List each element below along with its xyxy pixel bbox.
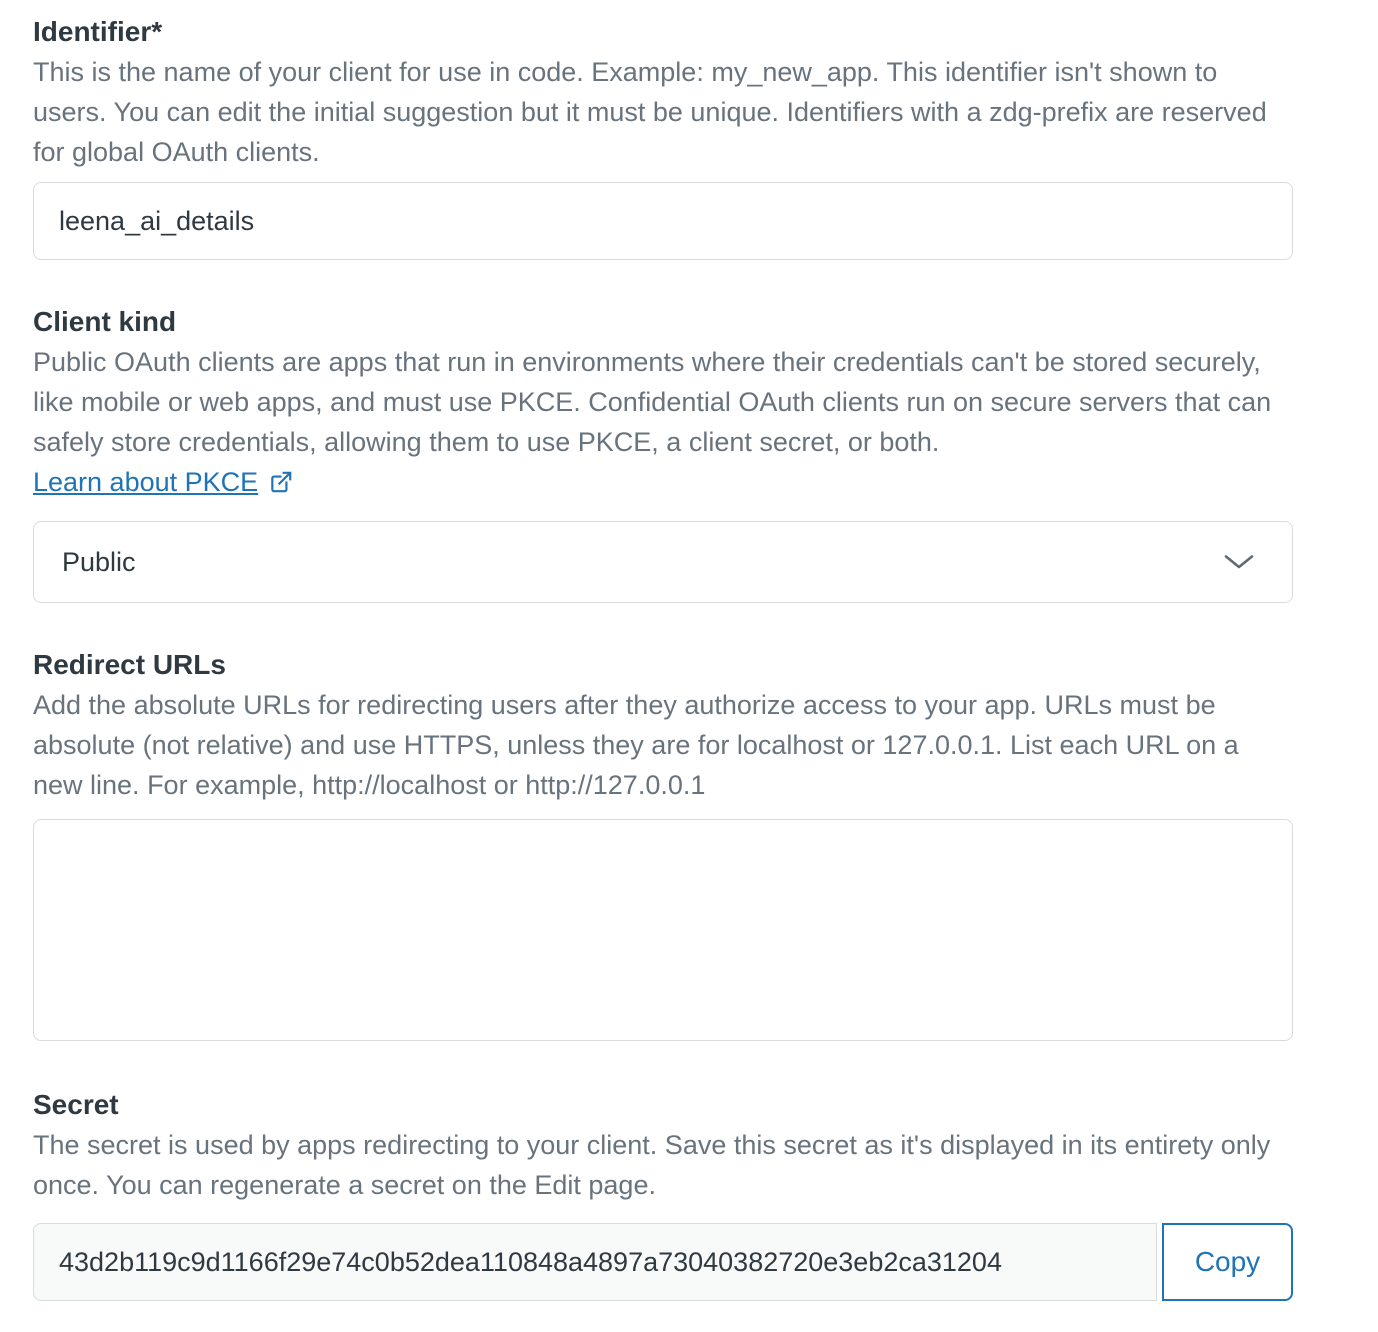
identifier-label: Identifier* [33, 16, 163, 47]
secret-value-input[interactable] [33, 1223, 1157, 1301]
chevron-down-icon [1224, 554, 1254, 570]
new-window-icon [268, 469, 294, 495]
identifier-input[interactable] [33, 182, 1293, 260]
client-kind-select-value: Public [62, 546, 136, 577]
secret-description: The secret is used by apps redirecting to your client. Save this secret as it's displayed in its entirety only once. You can regenerate a secret on the Edit page. [33, 1130, 1271, 1200]
client-kind-select[interactable] [33, 521, 1293, 603]
copy-button[interactable]: Copy [1162, 1223, 1293, 1301]
identifier-description: This is the name of your client for use in code. Example: my_new_app. This identifier isn't shown to users. You can edit the initial suggestion but it must be unique. Identifiers with a zdg-prefix are reserved for global OAuth clients. [33, 57, 1267, 167]
client-kind-label: Client kind [33, 306, 177, 337]
redirect-urls-label: Redirect URLs [33, 649, 226, 680]
secret-field-group [33, 1223, 1293, 1301]
learn-about-pkce-link-label: Learn about PKCE [33, 467, 259, 497]
redirect-urls-description: Add the absolute URLs for redirecting users after they authorize access to your app. URLs must be absolute (not relative) and use HTTPS, unless they are for localhost or 127.0.0.1. List each URL on a new line. For example, http://localhost or http://127.0.0.1 [33, 690, 1239, 800]
learn-about-pkce-link[interactable] [33, 462, 294, 502]
client-kind-description: Public OAuth clients are apps that run in environments where their credentials can't be stored securely, like mobile or web apps, and must use PKCE. Confidential OAuth clients run on secure servers that can safely store credentials, allowing them to use PKCE, a client secret, or both. [33, 347, 1272, 457]
redirect-urls-textarea[interactable] [33, 819, 1293, 1041]
secret-label: Secret [33, 1089, 119, 1120]
